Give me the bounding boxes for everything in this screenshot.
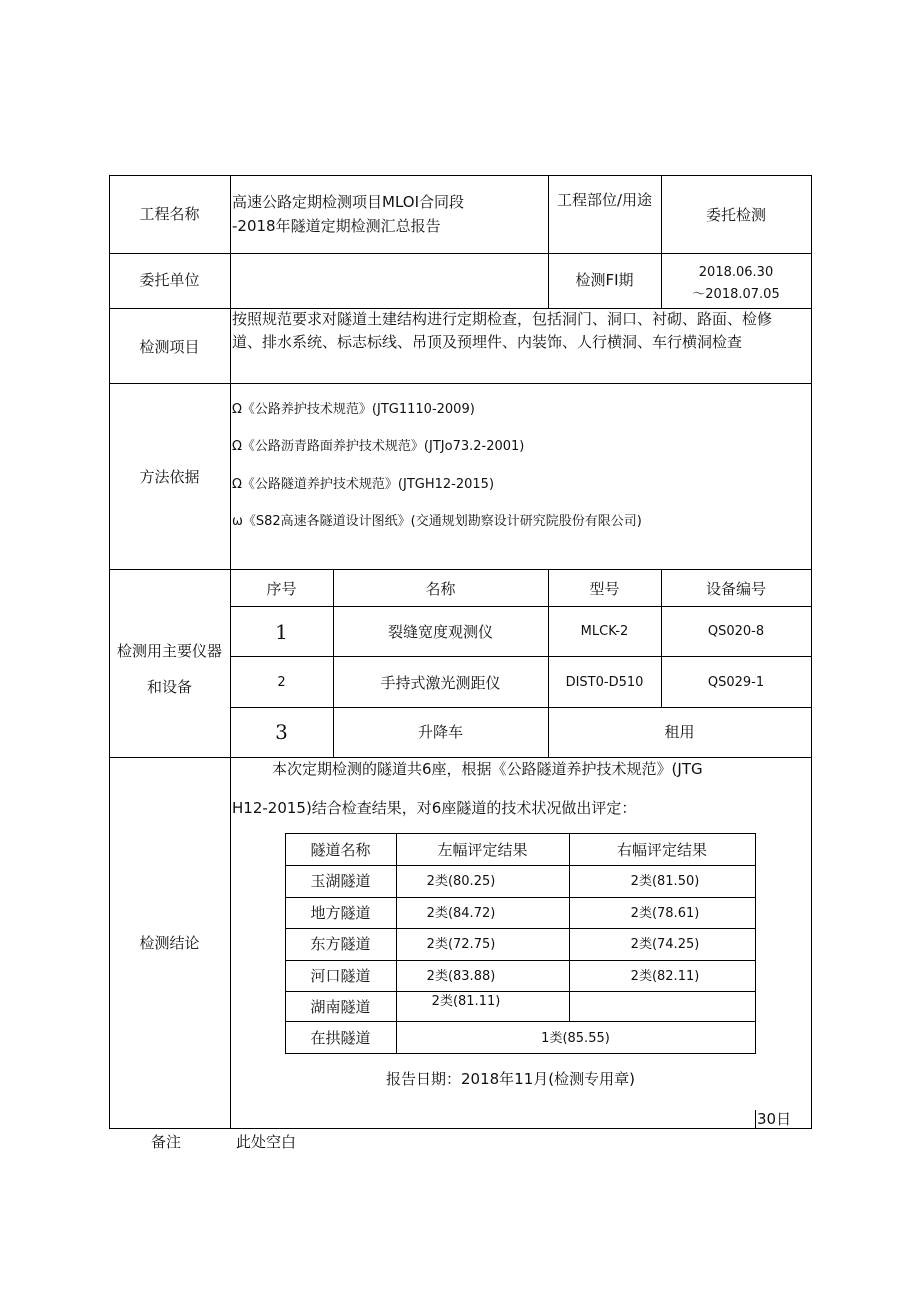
instrument-header-model: 型号 — [589, 580, 620, 598]
report-day: 30日 — [757, 1110, 792, 1128]
test-date-start: 2018.06.30 — [698, 265, 774, 280]
instrument-1-code: QS020-8 — [707, 624, 765, 639]
tunnel-3-left: 2类(72.75) — [426, 937, 496, 952]
instruments-label-line2: 和设备 — [146, 678, 192, 696]
instrument-header-code: 设备编号 — [705, 580, 766, 598]
conclusion-para-line2: H12-2015)结合检查结果，对6座隧道的技术状况做出评定： — [232, 799, 637, 817]
instrument-1-no: 1 — [275, 620, 288, 644]
tunnel-1-name: 玉湖隧道 — [310, 872, 371, 890]
tunnel-1-left: 2类(80.25) — [426, 874, 496, 889]
tunnel-5-left: 2类(81.11) — [431, 994, 501, 1009]
instrument-header-no: 序号 — [266, 580, 297, 598]
method-ref-1: Ω《公路养护技术规范》(JTG1110-2009) — [232, 402, 475, 417]
project-name-line2: -2018年隧道定期检测汇总报告 — [232, 217, 441, 235]
test-items-label: 检测项目 — [139, 338, 200, 356]
tunnel-5-name: 湖南隧道 — [310, 998, 371, 1016]
tunnel-3-right: 2类(74.25) — [630, 937, 700, 952]
tunnel-6-merged: 1类(85.55) — [541, 1031, 610, 1046]
instrument-1-model: MLCK-2 — [580, 624, 629, 639]
instrument-3-name: 升降车 — [417, 723, 463, 741]
project-part-label: 工程部位/用途 — [556, 191, 653, 209]
test-items-line1: 按照规范要求对隧道土建结构进行定期检查，包括洞门、洞口、衬砌、路面、检修 — [232, 310, 773, 328]
tunnel-4-name: 河口隧道 — [310, 967, 371, 985]
tunnel-header-name: 隧道名称 — [310, 841, 371, 859]
instruments-label-line1: 检测用主要仪器 — [116, 642, 222, 660]
tunnel-3-name: 东方隧道 — [310, 935, 371, 953]
tunnel-4-right: 2类(82.11) — [630, 969, 700, 984]
tunnel-6-name: 在拱隧道 — [310, 1029, 371, 1047]
method-label: 方法依据 — [139, 468, 200, 486]
remark-label: 备注 — [151, 1133, 182, 1151]
tunnel-4-left: 2类(83.88) — [426, 969, 496, 984]
project-part-value: 委托检测 — [705, 206, 766, 224]
instrument-2-no: 2 — [277, 675, 286, 690]
instrument-2-model: DIST0-D510 — [565, 675, 644, 690]
test-items-line2: 道、排水系统、标志标线、吊顶及预埋件、内装饰、人行横洞、车行横洞检查 — [232, 333, 743, 351]
tunnel-1-right: 2类(81.50) — [630, 874, 700, 889]
method-ref-2: Ω《公路沥青路面养护技术规范》(JTJo73.2-2001) — [232, 439, 525, 454]
conclusion-para-line1: 本次定期检测的隧道共6座，根据《公路隧道养护技术规范》(JTG — [272, 760, 703, 778]
instrument-3-rent: 租用 — [664, 723, 695, 741]
remark-value: 此处空白 — [236, 1133, 297, 1151]
conclusion-label: 检测结论 — [139, 934, 200, 952]
method-ref-3: Ω《公路隧道养护技术规范》(JTGH12-2015) — [232, 477, 495, 492]
instrument-3-no: 3 — [275, 720, 288, 744]
test-date-label: 检测FI期 — [575, 271, 634, 289]
tunnel-2-left: 2类(84.72) — [426, 906, 496, 921]
tunnel-header-left: 左幅评定结果 — [437, 841, 528, 859]
project-name-label: 工程名称 — [139, 205, 200, 223]
tunnel-2-name: 地方隧道 — [310, 904, 371, 922]
test-date-end: ～2018.07.05 — [692, 287, 780, 302]
instrument-2-code: QS029-1 — [707, 675, 765, 690]
client-label: 委托单位 — [139, 271, 200, 289]
report-date: 报告日期：2018年11月(检测专用章) — [386, 1070, 635, 1088]
instrument-header-name: 名称 — [425, 580, 456, 598]
tunnel-2-right: 2类(78.61) — [630, 906, 700, 921]
instrument-2-name: 手持式激光测距仪 — [380, 674, 501, 692]
tunnel-header-right: 右幅评定结果 — [616, 841, 707, 859]
method-ref-4: ω《S82高速各隧道设计图纸》(交通规划勘察设计研究院股份有限公司) — [232, 514, 642, 529]
instrument-1-name: 裂缝宽度观测仪 — [387, 623, 493, 641]
project-name-line1: 高速公路定期检测项目MLOI合同段 — [232, 193, 464, 211]
